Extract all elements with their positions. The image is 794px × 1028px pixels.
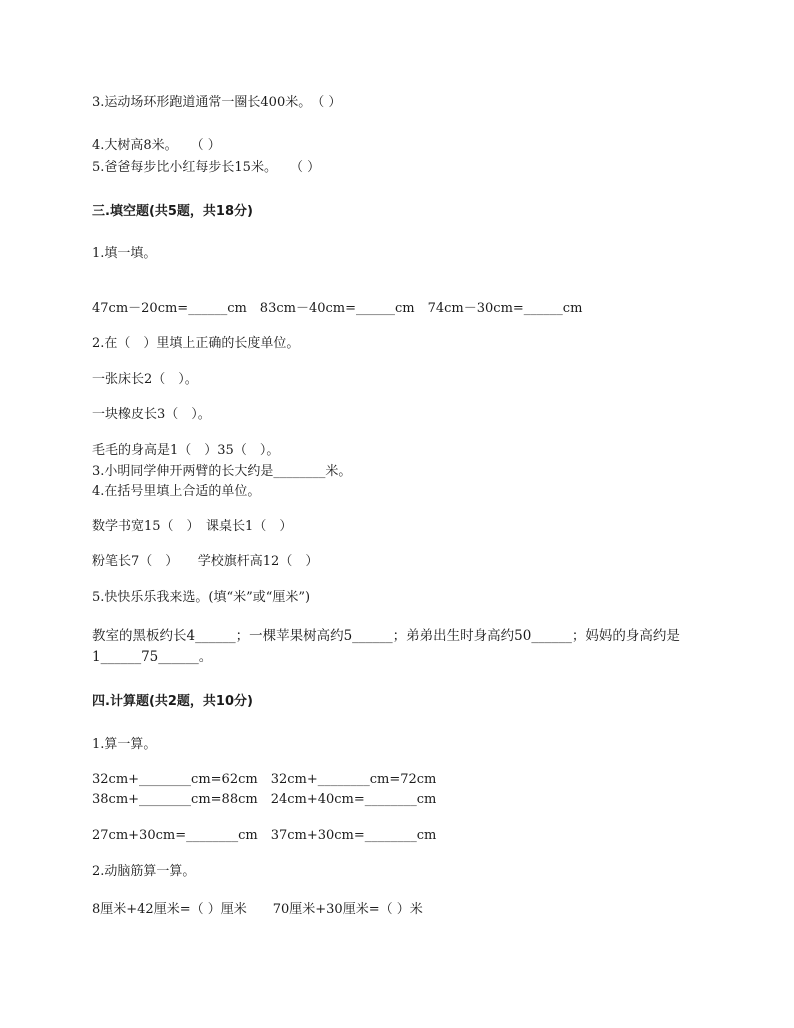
fill-question-4: 4.在括号里填上合适的单位。 <box>92 484 261 499</box>
calc-question-2: 2.动脑筋算一算。 <box>92 864 196 879</box>
judge-item-5: 5.爸爸每步比小红每步长15米。 （ ） <box>92 160 321 175</box>
fill-question-2-height: 毛毛的身高是1（ ）35（ ）。 <box>92 443 280 458</box>
fill-question-1-row: 47cm－20cm=______cm 83cm－40cm=______cm 74cm－30cm=______cm <box>92 301 583 316</box>
fill-question-2-bed: 一张床长2（ ）。 <box>92 372 198 387</box>
calc-question-1: 1.算一算。 <box>92 737 157 752</box>
fill-question-4-row-2: 粉笔长7（ ） 学校旗杆高12（ ） <box>92 554 319 569</box>
fill-question-5: 5.快快乐乐我来选。(填“米”或“厘米”) <box>92 590 311 605</box>
calc-question-1-row-2: 38cm+________cm=88cm 24cm+40cm=________cm <box>92 792 437 807</box>
fill-question-2-eraser: 一块橡皮长3（ ）。 <box>92 407 211 422</box>
section-heading-calculation: 四.计算题(共2题，共10分) <box>92 694 253 709</box>
calc-question-2-row: 8厘米+42厘米=（ ）厘米 70厘米+30厘米=（ ）米 <box>92 902 423 917</box>
fill-question-3: 3.小明同学伸开两臂的长大约是________米。 <box>92 464 352 479</box>
section-heading-fill-blank: 三.填空题(共5题，共18分) <box>92 204 253 219</box>
fill-question-5-body: 教室的黑板约长4______；一棵苹果树高约5______；弟弟出生时身高约50______；妈妈的身高约是1______75______。 <box>92 628 680 665</box>
calc-question-1-row-1: 32cm+________cm=62cm 32cm+________cm=72cm <box>92 772 437 787</box>
fill-question-1: 1.填一填。 <box>92 246 157 261</box>
fill-question-2: 2.在（ ）里填上正确的长度单位。 <box>92 336 300 351</box>
fill-question-4-row-1: 数学书宽15（ ） 课桌长1（ ） <box>92 519 293 534</box>
judge-item-3: 3.运动场环形跑道通常一圈长400米。 （ ） <box>92 95 342 110</box>
judge-item-4: 4.大树高8米。 （ ） <box>92 138 221 153</box>
calc-question-1-row-3: 27cm+30cm=________cm 37cm+30cm=________cm <box>92 828 437 843</box>
